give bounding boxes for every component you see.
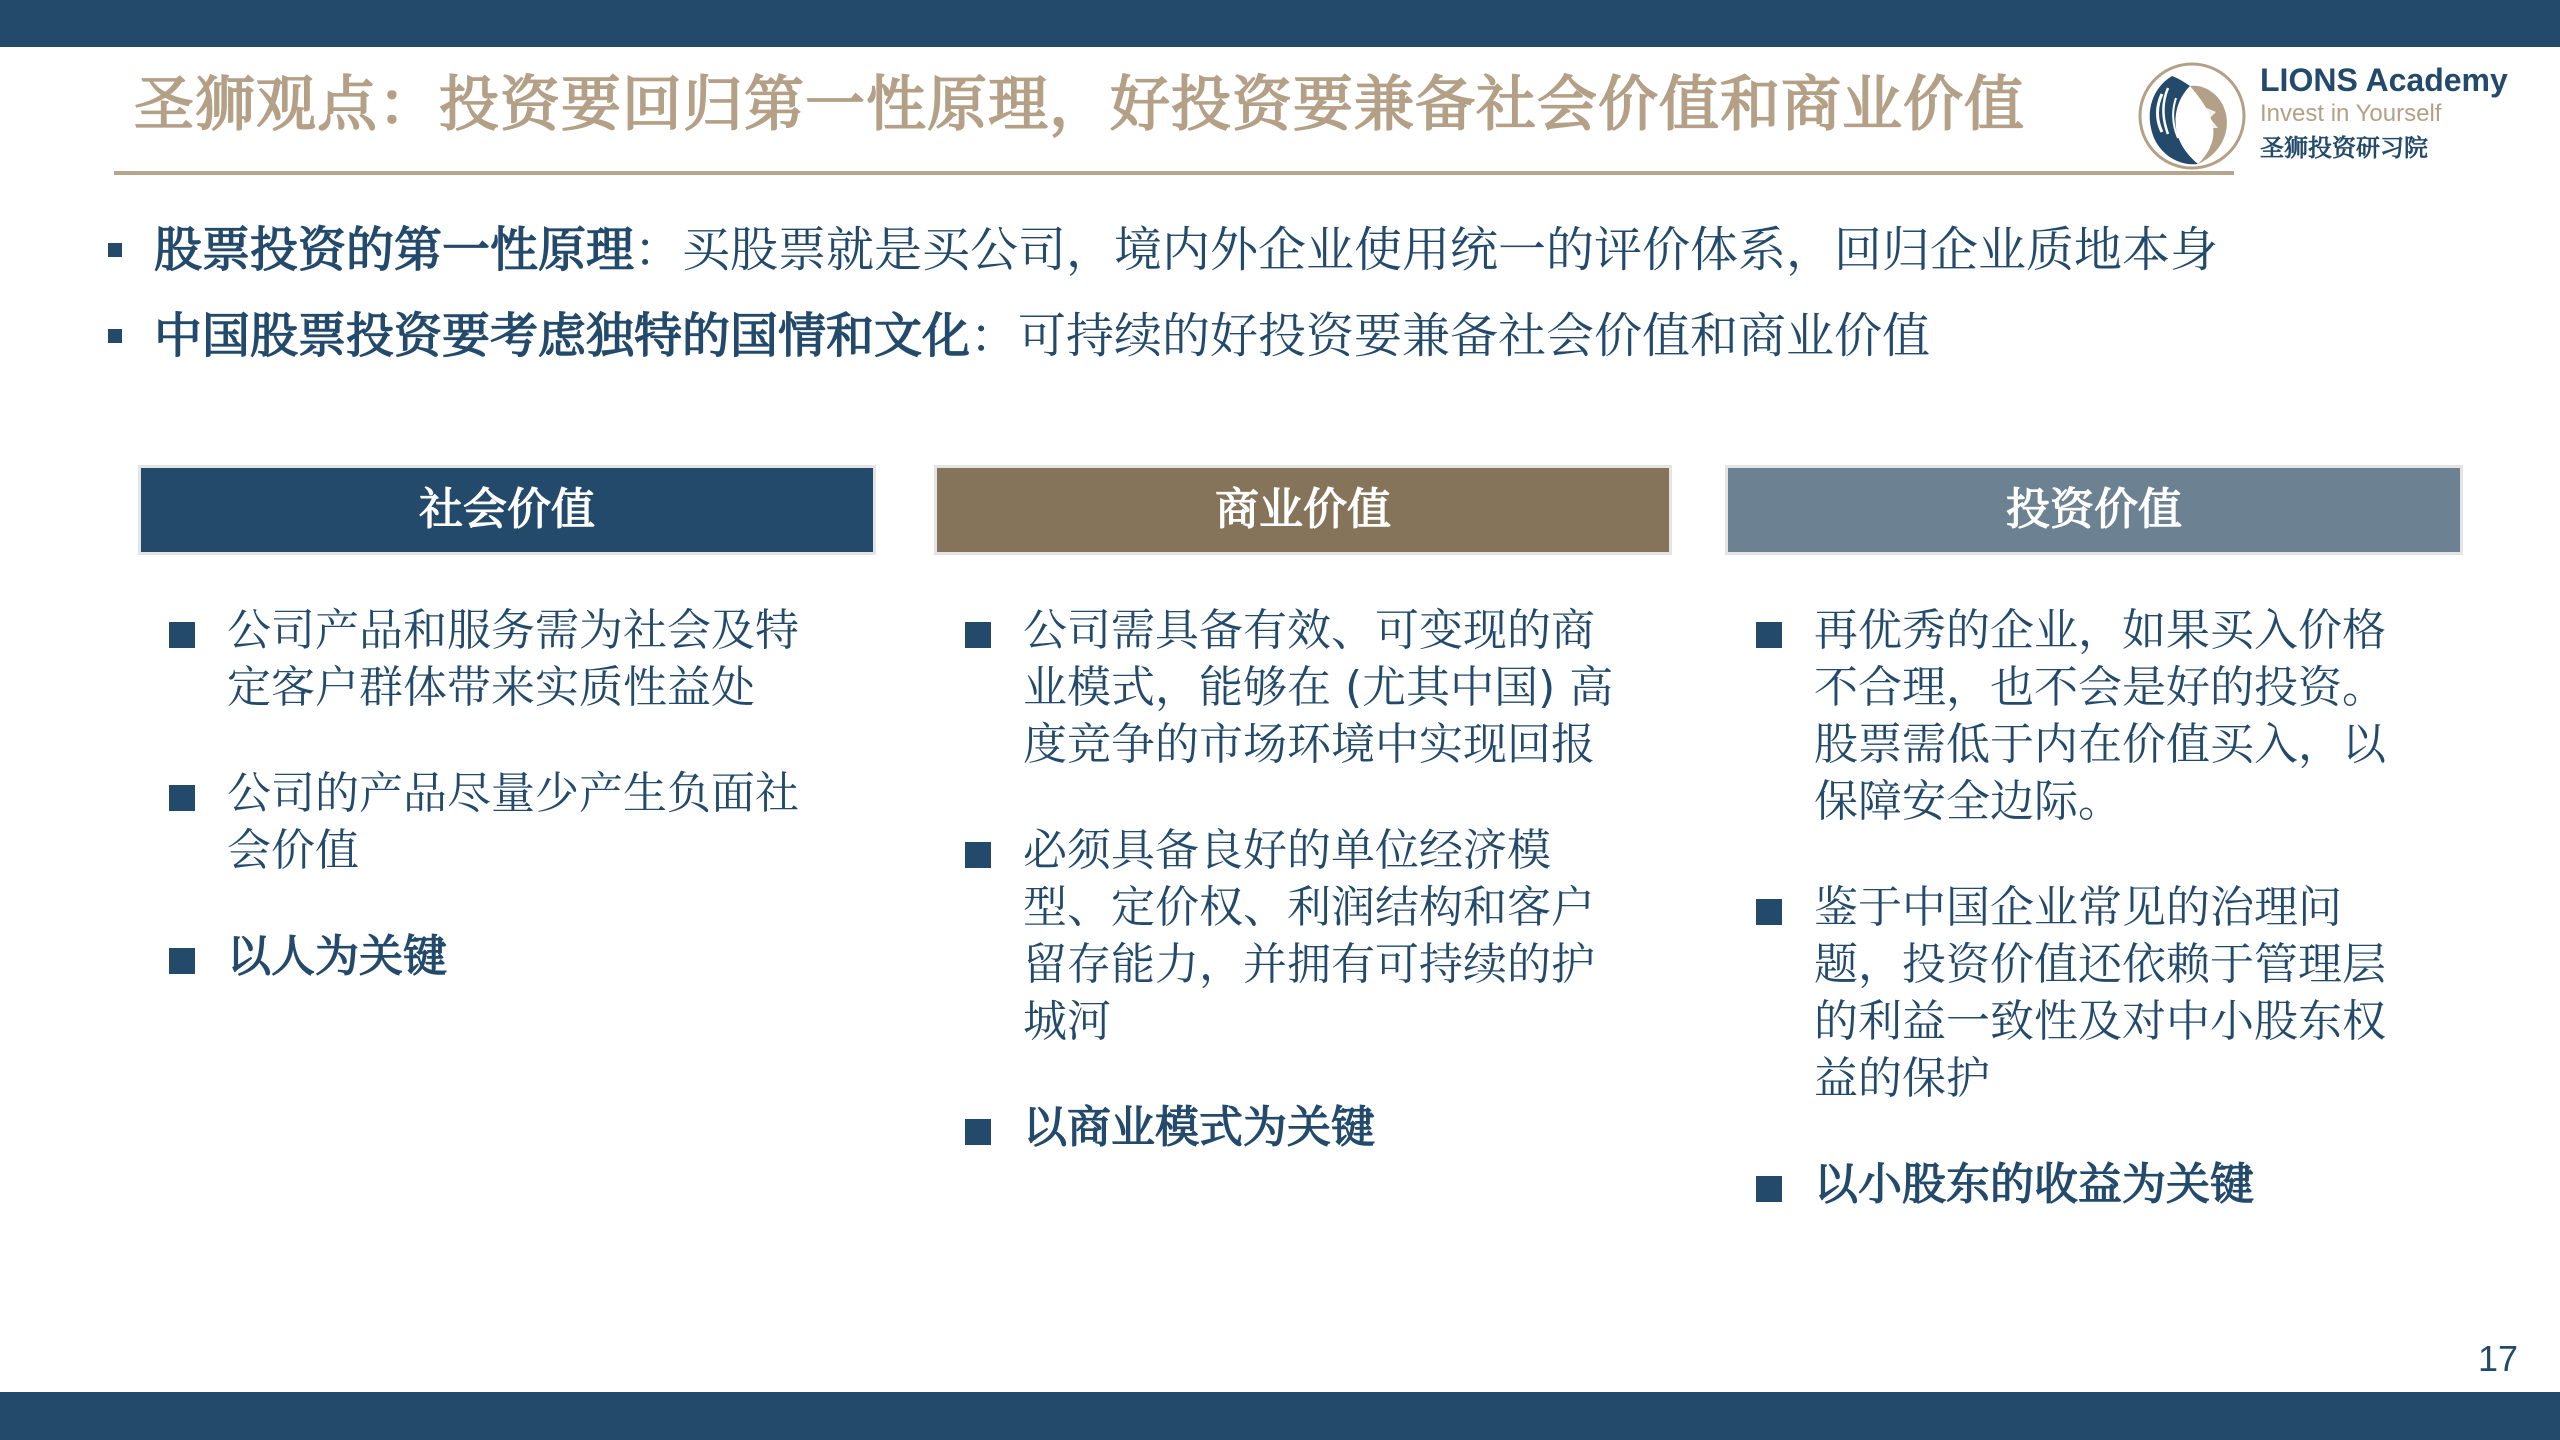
point-text: 公司的产品尽量少产生负面社会价值 [227, 768, 799, 876]
point-item [141, 765, 821, 879]
column-header: 投资价值 [1728, 468, 2460, 552]
column-investment-value [1728, 468, 2460, 1262]
intro-text [154, 215, 2218, 285]
key-point-text: 以商业模式为关键 [1023, 1102, 1375, 1153]
intro-body: ：买股票就是买公司，境内外企业使用统一的评价体系，回归企业质地本身 [634, 222, 2219, 278]
point-list [1728, 602, 2460, 1213]
intro-text [154, 301, 1930, 371]
intro-emphasis: 中国股票投资要考虑独特的国情和文化 [154, 308, 971, 364]
key-point-text: 以小股东的收益为关键 [1814, 1159, 2254, 1210]
point-item [1728, 602, 2408, 830]
point-list [141, 602, 873, 985]
key-point [1728, 1156, 2408, 1213]
square-bullet-icon [965, 622, 991, 648]
column-social-value [141, 468, 873, 1034]
square-bullet-icon [965, 842, 991, 868]
point-item [937, 602, 1627, 773]
top-banner [0, 0, 2560, 47]
point-item [141, 602, 821, 716]
logo-tagline: Invest in Yourself [2260, 100, 2442, 127]
logo-chinese-name: 圣狮投资研习院 [2260, 134, 2428, 162]
key-point [937, 1099, 1627, 1156]
title-divider [114, 171, 2234, 175]
square-bullet-icon [1756, 622, 1782, 648]
square-bullet-icon [169, 948, 195, 974]
point-text: 再优秀的企业，如果买入价格不合理，也不会是好的投资。股票需低于内在价值买入，以保障安全边际。 [1814, 605, 2386, 827]
bottom-banner [0, 1392, 2560, 1440]
square-bullet-icon [1756, 1176, 1782, 1202]
lions-academy-logo [2132, 58, 2532, 173]
page-title: 圣狮观点：投资要回归第一性原理，好投资要兼备社会价值和商业价值 [134, 70, 2025, 140]
intro-list [104, 215, 2524, 387]
square-bullet-icon [965, 1119, 991, 1145]
square-bullet-icon [169, 622, 195, 648]
intro-item [104, 301, 2524, 387]
column-header: 商业价值 [937, 468, 1669, 552]
logo-name: LIONS Academy [2260, 62, 2508, 98]
point-item [1728, 879, 2408, 1107]
point-text: 公司产品和服务需为社会及特定客户群体带来实质性益处 [227, 605, 799, 713]
lion-head-icon [2132, 58, 2247, 173]
square-bullet-icon [169, 785, 195, 811]
key-point-text: 以人为关键 [227, 931, 447, 982]
key-point [141, 928, 821, 985]
column-business-value [937, 468, 1669, 1205]
column-header: 社会价值 [141, 468, 873, 552]
intro-emphasis: 股票投资的第一性原理 [154, 222, 635, 278]
square-bullet-icon [108, 329, 122, 343]
square-bullet-icon [1756, 899, 1782, 925]
point-list [937, 602, 1669, 1156]
intro-body: ：可持续的好投资要兼备社会价值和商业价值 [970, 308, 1931, 364]
point-text: 鉴于中国企业常见的治理问题，投资价值还依赖于管理层的利益一致性及对中小股东权益的保护 [1814, 882, 2386, 1104]
point-text: 公司需具备有效、可变现的商业模式，能够在 (尤其中国) 高度竞争的市场环境中实现回报 [1023, 605, 1614, 770]
page-number: 17 [2478, 1338, 2519, 1379]
point-text: 必须具备良好的单位经济模型、定价权、利润结构和客户留存能力，并拥有可持续的护城河 [1023, 825, 1595, 1047]
intro-item [104, 215, 2524, 301]
square-bullet-icon [108, 243, 122, 257]
point-item [937, 822, 1627, 1050]
